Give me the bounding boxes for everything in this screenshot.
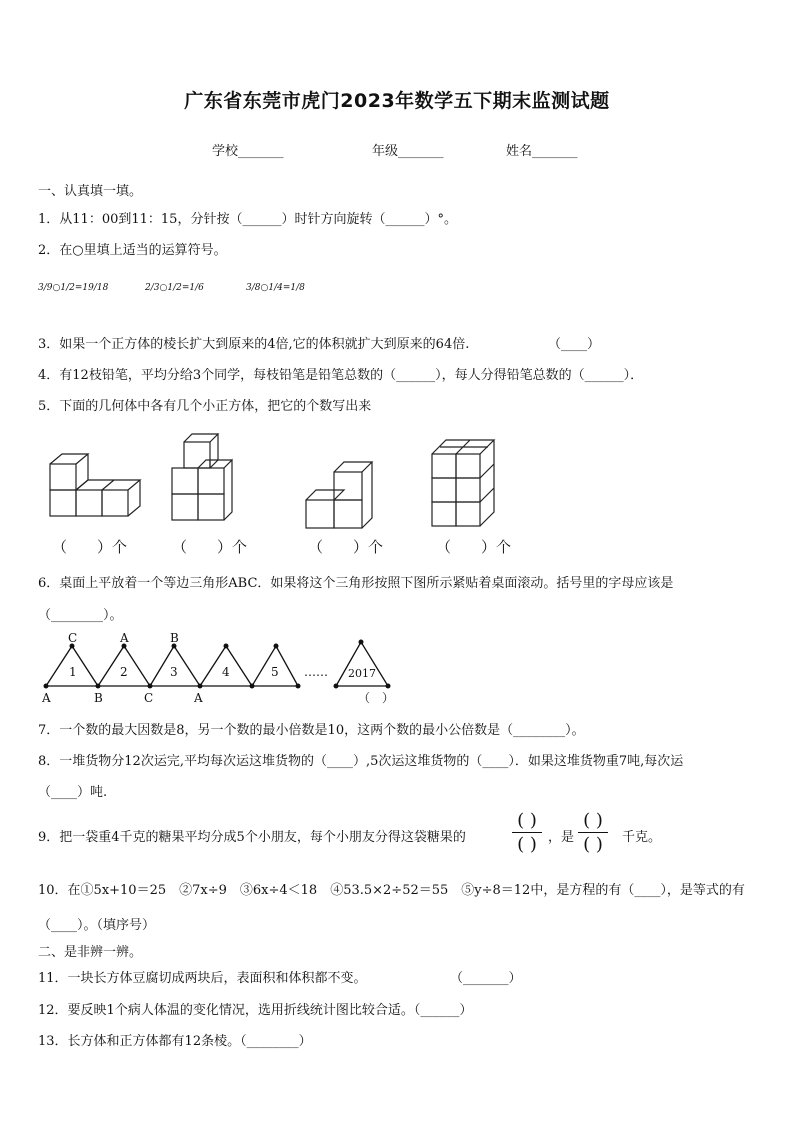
q5-answer-2: （ ）个 — [172, 538, 248, 556]
question-4: 4．有12枝铅笔，平均分给3个同学，每枝铅笔是铅笔总数的（______），每人分得铅笔总数的（______）． — [38, 368, 644, 383]
q9-connector: ，是 — [548, 830, 575, 845]
q6-ellipsis: …… — [304, 665, 328, 679]
question-10-cont: （____）。（填序号） — [38, 918, 156, 933]
q6-number: 2 — [120, 665, 128, 679]
q6-number: 4 — [222, 665, 230, 679]
q9-unit: 千克。 — [622, 830, 662, 845]
question-6: 6．桌面上平放着一个等边三角形ABC．如果将这个三角形按照下图所示紧贴着桌面滚动。括号里的字母应该是 — [38, 576, 674, 591]
q2-item-3: 3/8○1/4=1/8 — [246, 283, 305, 293]
q6-last-blank: （ ） — [358, 691, 395, 705]
grade-field: 年级_______ — [372, 144, 444, 159]
question-10: 10．在①5x+10＝25 ②7x÷9 ③6x÷4＜18 ④53.5×2÷52＝55 ⑤y÷8＝12中，是方程的有（____），是等式的有 — [38, 883, 745, 898]
q6-last-number: 2017 — [348, 667, 376, 680]
q6-bottom-label: C — [144, 691, 154, 705]
question-5: 5．下面的几何体中各有几个小正方体，把它的个数写出来 — [38, 399, 372, 414]
question-13: 13．长方体和正方体都有12条棱。（________） — [38, 1034, 312, 1049]
q6-bottom-label: B — [94, 691, 103, 705]
section-1-heading: 一、认真填一填。 — [38, 184, 143, 199]
q5-answer-4: （ ）个 — [436, 538, 512, 556]
question-9: 9．把一袋重4千克的糖果平均分成5个小朋友，每个小朋友分得这袋糖果的 — [38, 830, 466, 845]
question-11-blank: （_______） — [450, 971, 522, 986]
school-field: 学校_______ — [212, 144, 284, 159]
q2-item-1: 3/9○1/2=19/18 — [38, 283, 109, 293]
q6-top-label: C — [68, 631, 78, 645]
question-7: 7．一个数的最大因数是8，另一个数的最小倍数是10，这两个数的最小公倍数是（________）。 — [38, 723, 585, 738]
q6-number: 1 — [69, 665, 77, 679]
rolling-triangles-figure — [36, 630, 416, 710]
q6-bottom-label: A — [194, 691, 203, 705]
q6-top-label: B — [170, 631, 179, 645]
question-8-cont: （____）吨. — [38, 785, 108, 800]
question-3-blank: （____） — [548, 337, 601, 352]
question-3: 3．如果一个正方体的棱长扩大到原来的4倍,它的体积就扩大到原来的64倍. — [38, 337, 470, 352]
name-field: 姓名_______ — [506, 144, 578, 159]
q2-item-2: 2/3○1/2=1/6 — [145, 283, 204, 293]
q9-fraction-1: ( ) ( ) — [512, 810, 542, 855]
q6-number: 3 — [170, 665, 178, 679]
q6-top-label: A — [120, 631, 129, 645]
q5-answer-1: （ ）个 — [52, 538, 128, 556]
q6-bottom-label: A — [42, 691, 51, 705]
question-1: 1．从11：00到11：15，分针按（______）时针方向旋转（______）°。 — [38, 212, 457, 227]
question-2: 2．在○里填上适当的运算符号。 — [38, 243, 227, 258]
section-2-heading: 二、是非辨一辨。 — [38, 945, 143, 960]
q5-answer-3: （ ）个 — [308, 538, 384, 556]
cube-figures — [36, 430, 516, 530]
question-8: 8．一堆货物分12次运完,平均每次运这堆货物的（____）,5次运这堆货物的（____）．如果这堆货物重7吨,每次运 — [38, 754, 684, 769]
q6-number: 5 — [271, 665, 279, 679]
question-11: 11．一块长方体豆腐切成两块后，表面积和体积都不变。 — [38, 971, 367, 986]
question-6-blank: （________）。 — [38, 608, 123, 623]
page-title: 广东省东莞市虎门2023年数学五下期末监测试题 — [184, 90, 610, 112]
question-12: 12．要反映1个病人体温的变化情况，选用折线统计图比较合适。（______） — [38, 1003, 473, 1018]
q9-fraction-2: ( ) ( ) — [578, 810, 608, 855]
